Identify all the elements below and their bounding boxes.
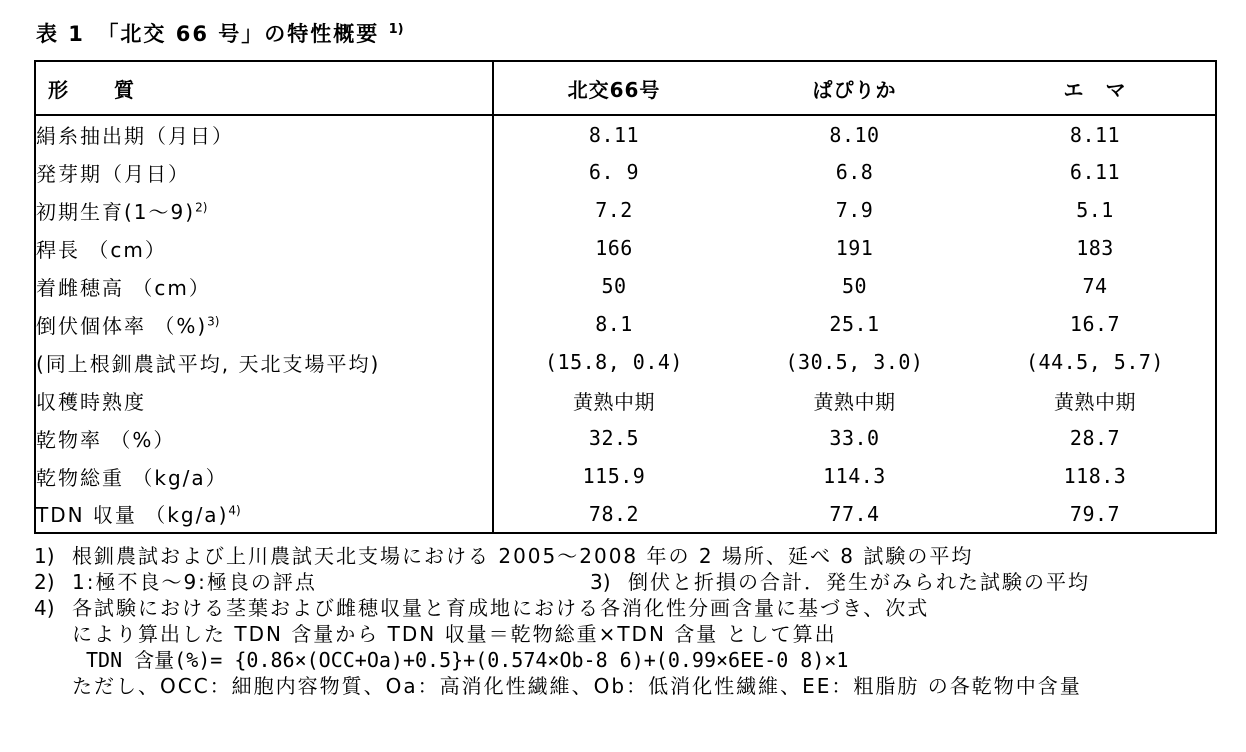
table-body: [35, 115, 1216, 533]
table-row: [35, 267, 1216, 305]
row-value-hokko66: 32.5: [588, 426, 640, 450]
footnote-1-text: 根釧農試および上川農試天北支場における 2005～2008 年の 2 場所、延べ 8 試験の平均: [72, 544, 974, 568]
row-label-text: 初期生育(1～9): [36, 199, 196, 224]
row-value-ema: 118.3: [1063, 464, 1127, 488]
footnote-4-text-line1: 各試験における茎葉および雌穂収量と育成地における各消化性分画含量に基づき、次式: [72, 596, 930, 620]
footnote-2-marker: 2): [34, 570, 55, 594]
table-row: [35, 305, 1216, 343]
footnote-2-text: 1:極不良～9:極良の評点: [72, 570, 317, 594]
row-footnote-ref: 4): [228, 503, 241, 518]
footnote-4: [34, 595, 1230, 621]
footnote-3-text: 倒伏と折損の合計．発生がみられた試験の平均: [628, 570, 1090, 594]
row-value-ema: 5.1: [1076, 198, 1114, 222]
row-label: [35, 229, 493, 267]
row-value-hokko66: 50: [601, 274, 627, 298]
table-row: [35, 153, 1216, 191]
row-value-papirika: 黄熟中期: [813, 389, 896, 414]
characteristics-table: [34, 60, 1217, 534]
row-label-text: 稈長 （cm）: [36, 237, 167, 262]
row-value-ema: 16.7: [1069, 312, 1121, 336]
page-title: [36, 18, 1246, 48]
table-caption-text: 表 1 「北交 66 号」の特性概要: [36, 22, 380, 46]
row-value-hokko66: 6. 9: [588, 160, 640, 184]
row-value-papirika: 77.4: [829, 501, 880, 526]
row-value-hokko66: 8.1: [595, 312, 633, 336]
row-value-hokko66: 黄熟中期: [573, 389, 655, 414]
row-value-hokko66: 78.2: [588, 501, 640, 526]
row-value-papirika: 191: [835, 236, 874, 260]
footnote-2-3: [34, 569, 1230, 595]
row-value-papirika: 6.8: [835, 160, 874, 184]
column-header-hokko66: 北交66号: [493, 61, 734, 115]
footnote-3-marker: 3): [590, 570, 611, 594]
table-row: [35, 381, 1216, 419]
row-footnote-ref: 3): [207, 313, 220, 328]
row-label: [35, 419, 493, 457]
row-label: [35, 495, 493, 533]
row-label: [35, 381, 493, 419]
footnote-4-marker: 4): [34, 596, 55, 620]
row-value-hokko66: 115.9: [582, 464, 646, 488]
row-label: [35, 191, 493, 229]
row-footnote-ref: 2): [195, 199, 208, 214]
row-value-ema: (44.5, 5.7): [1026, 350, 1164, 374]
table-caption-footnote-ref: 1): [388, 22, 404, 37]
row-value-papirika: 25.1: [829, 312, 880, 336]
table-row: [35, 191, 1216, 229]
row-value-ema: 74: [1082, 274, 1108, 298]
row-label-text: 発芽期（月日）: [36, 161, 190, 186]
row-value-ema: 79.7: [1069, 501, 1121, 526]
row-value-hokko66: (15.8, 0.4): [545, 350, 683, 374]
row-value-hokko66: 8.11: [588, 122, 640, 147]
row-value-ema: 黄熟中期: [1054, 389, 1136, 414]
footnote-1: [34, 543, 1230, 569]
row-value-ema: 8.11: [1069, 122, 1121, 147]
row-value-ema: 6.11: [1069, 160, 1121, 184]
row-value-papirika: 8.10: [829, 122, 880, 147]
row-value-hokko66: 166: [595, 236, 633, 260]
row-value-papirika: (30.5, 3.0): [785, 350, 924, 374]
row-label: [35, 305, 493, 343]
row-value-papirika: 33.0: [829, 426, 880, 450]
row-value-ema: 28.7: [1069, 426, 1121, 450]
row-label-text: TDN 収量 （kg/a): [36, 503, 229, 527]
column-header-papirika: ぱぴりか: [734, 61, 975, 115]
tdn-formula: TDN 含量(%)= {0.86×(OCC+Oa)+0.5}+(0.574×Ob-8 6)+(0.99×6EE-0 8)×1: [86, 648, 849, 672]
row-value-papirika: 7.9: [835, 198, 874, 222]
table-header-row: [35, 61, 1216, 115]
row-label: [35, 153, 493, 191]
footnote-1-marker: 1): [34, 544, 55, 568]
column-header-trait: 形 質: [35, 61, 493, 115]
row-label-text: 絹糸抽出期（月日）: [36, 124, 234, 148]
row-value-papirika: 50: [841, 274, 868, 298]
footnote-2: [34, 569, 590, 595]
row-value-ema: 183: [1076, 236, 1114, 260]
row-value-papirika: 114.3: [823, 464, 886, 488]
row-label: [35, 115, 493, 153]
table-row: [35, 457, 1216, 495]
table-header: [35, 61, 1216, 115]
table-row: [35, 419, 1216, 457]
row-label-text: 着雌穂高 （cm）: [36, 275, 211, 300]
row-value-hokko66: 7.2: [595, 198, 633, 222]
table-row: [35, 343, 1216, 381]
row-label-text: 収穫時熟度: [36, 389, 146, 414]
table-row: [35, 495, 1216, 533]
row-label-text: 倒伏個体率 （%): [36, 313, 208, 338]
row-label: [35, 267, 493, 305]
table-row: [35, 115, 1216, 153]
row-label: [35, 457, 493, 495]
formula-legend: ただし、OCC：細胞内容物質、Oa：高消化性繊維、Ob：低消化性繊維、EE：粗脂肪 の各乾物中含量: [72, 674, 1082, 698]
table-row: [35, 229, 1216, 267]
footnotes: [34, 543, 1230, 699]
row-label-text: 乾物率 （%）: [36, 427, 176, 452]
row-label-text: 乾物総重 （kg/a）: [36, 465, 228, 490]
footnote-4-text-line2: により算出した TDN 含量から TDN 収量＝乾物総重×TDN 含量 として算出: [72, 622, 837, 646]
row-label-text: (同上根釧農試平均, 天北支場平均): [36, 351, 381, 376]
row-label: [35, 343, 493, 381]
column-header-ema: エ マ: [975, 61, 1216, 115]
